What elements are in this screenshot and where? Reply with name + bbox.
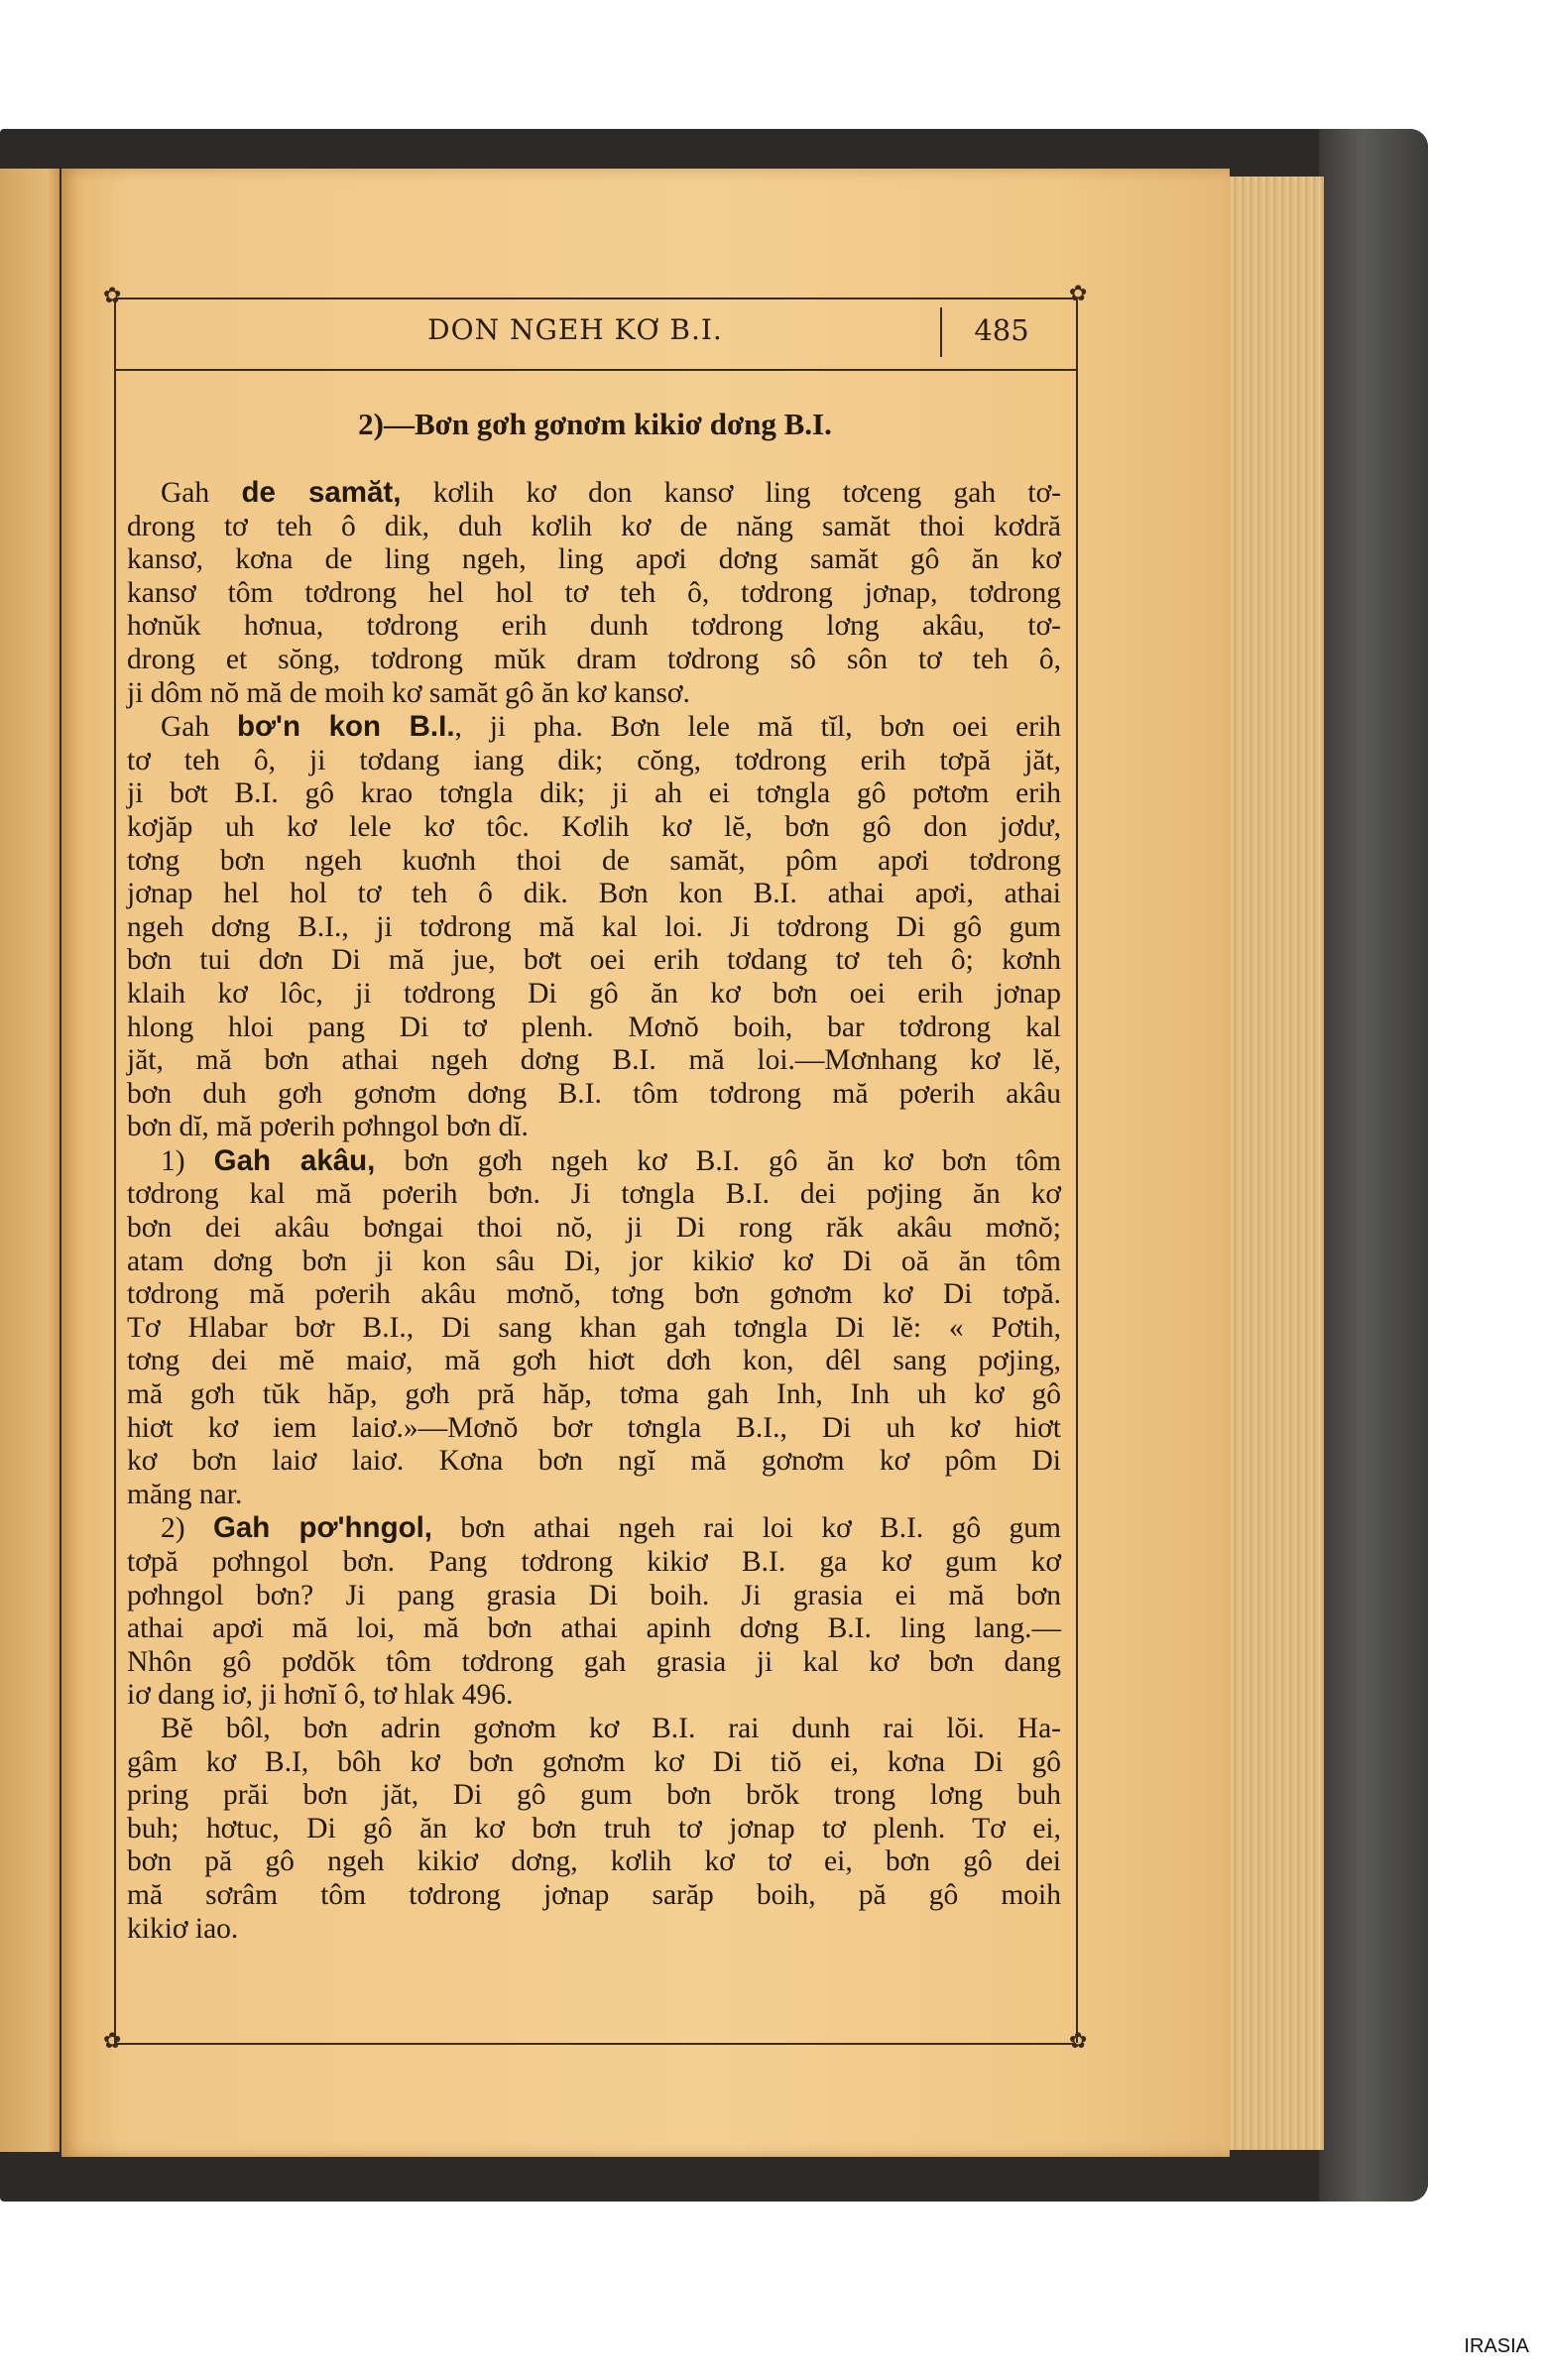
text-line: klaih kơ lôc, ji tơdrong Di gô ăn kơ bơn oei erih jơnap [127, 977, 1061, 1010]
text-line: jơnap hel hol tơ teh ô dik. Bơn kon B.I. athai apơi, athai [127, 878, 1061, 910]
text-line: ji bơt B.I. gô krao tơngla dik; ji ah ei tơngla gô pơtơm erih [127, 777, 1061, 810]
bold-term: Gah akâu, [213, 1143, 376, 1177]
text-line: kơ bơn laiơ laiơ. Kơna bơn ngĭ mă gơnơm kơ pôm Di [127, 1445, 1061, 1478]
text-line: tơng dei mĕ maiơ, mă gơh hiơt dơh kon, dêl sang pơjing, [127, 1345, 1061, 1377]
bold-term: de samăt, [241, 476, 402, 509]
text-line: bơn dei akâu bơngai thoi nŏ, ji Di rong răk akâu mơnŏ; [127, 1212, 1061, 1245]
bold-term: Gah pơ'hngol, [212, 1511, 433, 1545]
text-line: Bĕ bôl, bơn adrin gơnơm kơ B.I. rai dunh rai lŏi. Ha- [161, 1712, 1061, 1744]
section-title: 2)—Bơn gơh gơnơm kikiơ dơng B.I. [358, 407, 832, 441]
header-divider [940, 307, 942, 357]
book-cover-edge [1319, 129, 1428, 2202]
text-line: 2) Gah pơ'hngol, bơn athai ngeh rai loi kơ B.I. gô gum [161, 1511, 1062, 1545]
bold-term: bơ'n kon B.I. [236, 710, 455, 744]
text-line: jăt, mă bơn athai ngeh dơng B.I. mă loi.—Mơnhang kơ lĕ, [127, 1044, 1061, 1077]
text-line: drong tơ teh ô dik, duh kơlih kơ de năng samăt thoi kơdră [127, 510, 1061, 542]
text-line: hiơt kơ iem laiơ.»—Mơnŏ bơr tơngla B.I., Di uh kơ hiơt [127, 1411, 1061, 1444]
ornament-icon: ✿ [1069, 2029, 1088, 2054]
text-line: iơ dang iơ, ji hơnĭ ô, tơ hlak 496. [127, 1679, 514, 1712]
text-line: athai apơi mă loi, mă bơn athai apinh dơng B.I. ling lang.— [127, 1612, 1061, 1645]
header-top-rule [114, 298, 1076, 299]
text-line: drong et sŏng, tơdrong mŭk dram tơdrong sô sôn tơ teh ô, [127, 643, 1061, 675]
text-line: buh; hơtuc, Di gô ăn kơ bơn truh tơ jơnap tơ plenh. Tơ ei, [127, 1812, 1061, 1844]
text-line: tơ teh ô, ji tơdang iang dik; cŏng, tơdrong erih tơpă jăt, [127, 744, 1061, 776]
text-line: bơn duh gơh gơnơm dơng B.I. tôm tơdrong mă pơerih akâu [127, 1077, 1061, 1110]
text-line: pring prăi bơn jăt, Di gô gum bơn brŏk trong lơng buh [127, 1779, 1061, 1812]
text-line: kansơ, kơna de ling ngeh, ling apơi dơng samăt gô ăn kơ [127, 543, 1061, 576]
right-margin-rule [1076, 298, 1078, 2043]
left-page-edge [0, 169, 60, 2152]
text-line: tơdrong mă pơerih akâu mơnŏ, tơng bơn gơnơm kơ Di tơpă. [127, 1278, 1061, 1311]
text-line: kơjăp uh kơ lele kơ tôc. Kơlih kơ lĕ, bơn gô don jơdư, [127, 810, 1061, 843]
text-line: mă sơrâm tôm tơdrong jơnap sarăp boih, pă gô moih [127, 1878, 1061, 1911]
text-line: atam dơng bơn ji kon sâu Di, jor kikiơ kơ Di oă ăn tôm [127, 1245, 1061, 1277]
ornament-icon: ✿ [103, 2029, 122, 2054]
watermark: IRASIA [1464, 2335, 1529, 2357]
text-line: măng nar. [127, 1478, 243, 1510]
text-line: Gah bơ'n kon B.I., ji pha. Bơn lele mă tĭl, bơn oei erih [161, 710, 1061, 744]
running-head: DON NGEH KƠ B.I. [427, 313, 723, 346]
ornament-icon: ✿ [103, 284, 122, 308]
text-line: mă gơh tŭk hăp, gơh pră hăp, tơma gah Inh, Inh uh kơ gô [127, 1378, 1061, 1411]
text-line: tơng bơn ngeh kuơnh thoi de samăt, pôm apơi tơdrong [127, 844, 1061, 877]
text-line: Tơ Hlabar bơr B.I., Di sang khan gah tơngla Di lĕ: « Pơtih, [127, 1311, 1061, 1344]
text-line: Gah de samăt, kơlih kơ don kansơ ling tơceng gah tơ- [161, 476, 1062, 509]
text-line: tơpă pơhngol bơn. Pang tơdrong kikiơ B.I. ga kơ gum kơ [127, 1546, 1061, 1578]
text-line: bơn pă gô ngeh kikiơ dơng, kơlih kơ tơ ei, bơn gô dei [127, 1845, 1061, 1878]
text-line: kansơ tôm tơdrong hel hol tơ teh ô, tơdrong jơnap, tơdrong [127, 576, 1061, 609]
text-line: gâm kơ B.I, bôh kơ bơn gơnơm kơ Di tiŏ ei, kơna Di gô [127, 1745, 1061, 1778]
left-margin-rule [114, 298, 116, 2043]
text-line: ji dôm nŏ mă de moih kơ samăt gô ăn kơ kansơ. [127, 676, 690, 709]
header-bottom-rule [114, 369, 1076, 371]
page-number: 485 [974, 313, 1029, 347]
text-line: pơhngol bơn? Ji pang grasia Di boih. Ji grasia ei mă bơn [127, 1579, 1061, 1611]
body-text [127, 476, 1061, 1946]
text-line: 1) Gah akâu, bơn gơh ngeh kơ B.I. gô ăn kơ bơn tôm [161, 1143, 1061, 1177]
text-line: Nhôn gô pơdŏk tôm tơdrong gah grasia ji kal kơ bơn dang [127, 1645, 1061, 1678]
text-line: tơdrong kal mă pơerih bơn. Ji tơngla B.I. dei pơjing ăn kơ [127, 1178, 1061, 1211]
footer-rule [114, 2043, 1076, 2045]
text-line: bơn dĭ, mă pơerih pơhngol bơn dĭ. [127, 1111, 529, 1143]
page-edges [1230, 177, 1324, 2150]
ornament-icon: ✿ [1069, 282, 1088, 306]
text-line: ngeh dơng B.I., ji tơdrong mă kal loi. Ji tơdrong Di gô gum [127, 910, 1061, 943]
text-line: bơn tui dơn Di mă jue, bơt oei erih tơdang tơ teh ô; kơnh [127, 944, 1061, 977]
text-line: hlong hloi pang Di tơ plenh. Mơnŏ boih, bar tơdrong kal [127, 1011, 1061, 1043]
text-line: hơnŭk hơnua, tơdrong erih dunh tơdrong lơng akâu, tơ- [127, 610, 1061, 643]
text-line: kikiơ iao. [127, 1912, 239, 1945]
